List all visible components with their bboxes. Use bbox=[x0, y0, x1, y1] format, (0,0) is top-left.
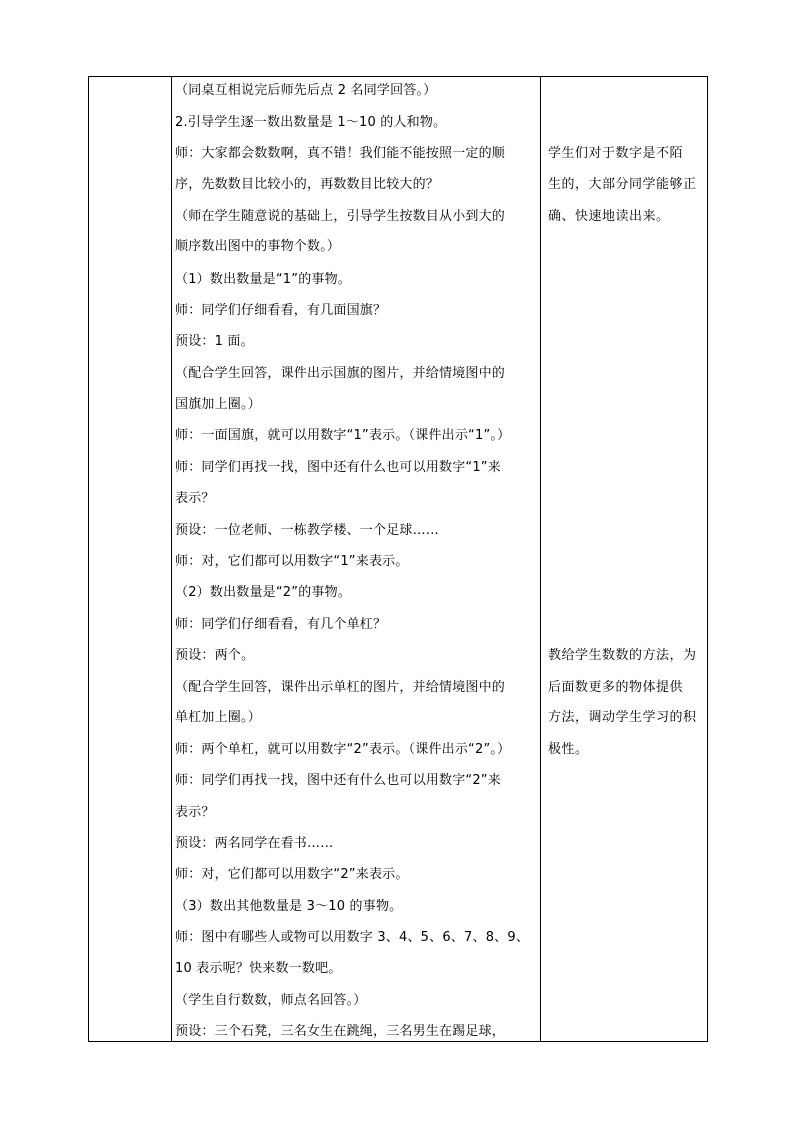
lesson-line: 预设：两个。 bbox=[175, 648, 255, 663]
lesson-line: 师：对，它们都可以用数字“1”来表示。 bbox=[175, 554, 409, 569]
note-line: 方法，调动学生学习的积 bbox=[548, 710, 697, 725]
lesson-line: 序，先数数目比较小的，再数数目比较大的？ bbox=[175, 177, 440, 192]
lesson-line: （学生自行数数，师点名回答。） bbox=[175, 993, 367, 1008]
lesson-line: （配合学生回答，课件出示单杠的图片，并给情境图中的 bbox=[175, 680, 506, 695]
lesson-line: 表示？ bbox=[175, 805, 215, 820]
lesson-line: 师：同学们再找一找，图中还有什么也可以用数字“2”来 bbox=[175, 773, 501, 788]
lesson-line: （1）数出数量是“1”的事物。 bbox=[175, 272, 352, 287]
lesson-line: 师：一面国旗，就可以用数字“1”表示。（课件出示“1”。） bbox=[175, 428, 511, 443]
note-line: 教给学生数数的方法，为 bbox=[548, 648, 697, 663]
lesson-line: （3）数出其他数量是 3～10 的事物。 bbox=[175, 899, 403, 914]
lesson-line: 师：同学们再找一找，图中还有什么也可以用数字“1”来 bbox=[175, 460, 501, 475]
lesson-line: 单杠加上圈。） bbox=[175, 710, 261, 725]
lesson-line: 师：对，它们都可以用数字“2”来表示。 bbox=[175, 867, 409, 882]
lesson-line: 2.引导学生逐一数出数量是 1～10 的人和物。 bbox=[175, 115, 447, 130]
note-line: 后面数更多的物体提供 bbox=[548, 680, 684, 695]
lesson-line: 预设：一位老师、一栋教学楼、一个足球…… bbox=[175, 523, 440, 538]
note-line: 极性。 bbox=[548, 742, 589, 757]
lesson-line: 预设：两名同学在看书…… bbox=[175, 836, 334, 851]
lesson-line: 10 表示呢？快来数一数吧。 bbox=[175, 961, 342, 976]
lesson-line: 师：同学们仔细看看，有几面国旗？ bbox=[175, 303, 387, 318]
column-divider-right bbox=[540, 77, 541, 1041]
lesson-line: 预设：1 面。 bbox=[175, 334, 254, 349]
note-line: 确、快速地读出来。 bbox=[548, 209, 670, 224]
lesson-line: 国旗加上圈。） bbox=[175, 397, 261, 412]
lesson-line: （同桌互相说完后师先后点 2 名同学回答。） bbox=[175, 83, 437, 98]
note-line: 生的，大部分同学能够正 bbox=[548, 177, 697, 192]
lesson-plan-table bbox=[88, 76, 708, 1042]
lesson-line: 预设：三个石凳，三名女生在跳绳，三名男生在踢足球， bbox=[175, 1024, 506, 1039]
lesson-line: 表示？ bbox=[175, 491, 215, 506]
lesson-line: （师在学生随意说的基础上，引导学生按数目从小到大的 bbox=[175, 209, 506, 224]
note-line: 学生们对于数字是不陌 bbox=[548, 146, 684, 161]
lesson-line: 师：大家都会数数啊，真不错！我们能不能按照一定的顺 bbox=[175, 146, 506, 161]
lesson-line: 师：同学们仔细看看，有几个单杠？ bbox=[175, 617, 387, 632]
column-divider-left bbox=[171, 77, 172, 1041]
lesson-line: （2）数出数量是“2”的事物。 bbox=[175, 585, 352, 600]
lesson-line: 师：图中有哪些人或物可以用数字 3、4、5、6、7、8、9、 bbox=[175, 930, 530, 945]
lesson-line: 师：两个单杠，就可以用数字“2”表示。（课件出示“2”。） bbox=[175, 742, 511, 757]
lesson-line: （配合学生回答，课件出示国旗的图片，并给情境图中的 bbox=[175, 366, 506, 381]
lesson-line: 顺序数出图中的事物个数。） bbox=[175, 239, 341, 254]
